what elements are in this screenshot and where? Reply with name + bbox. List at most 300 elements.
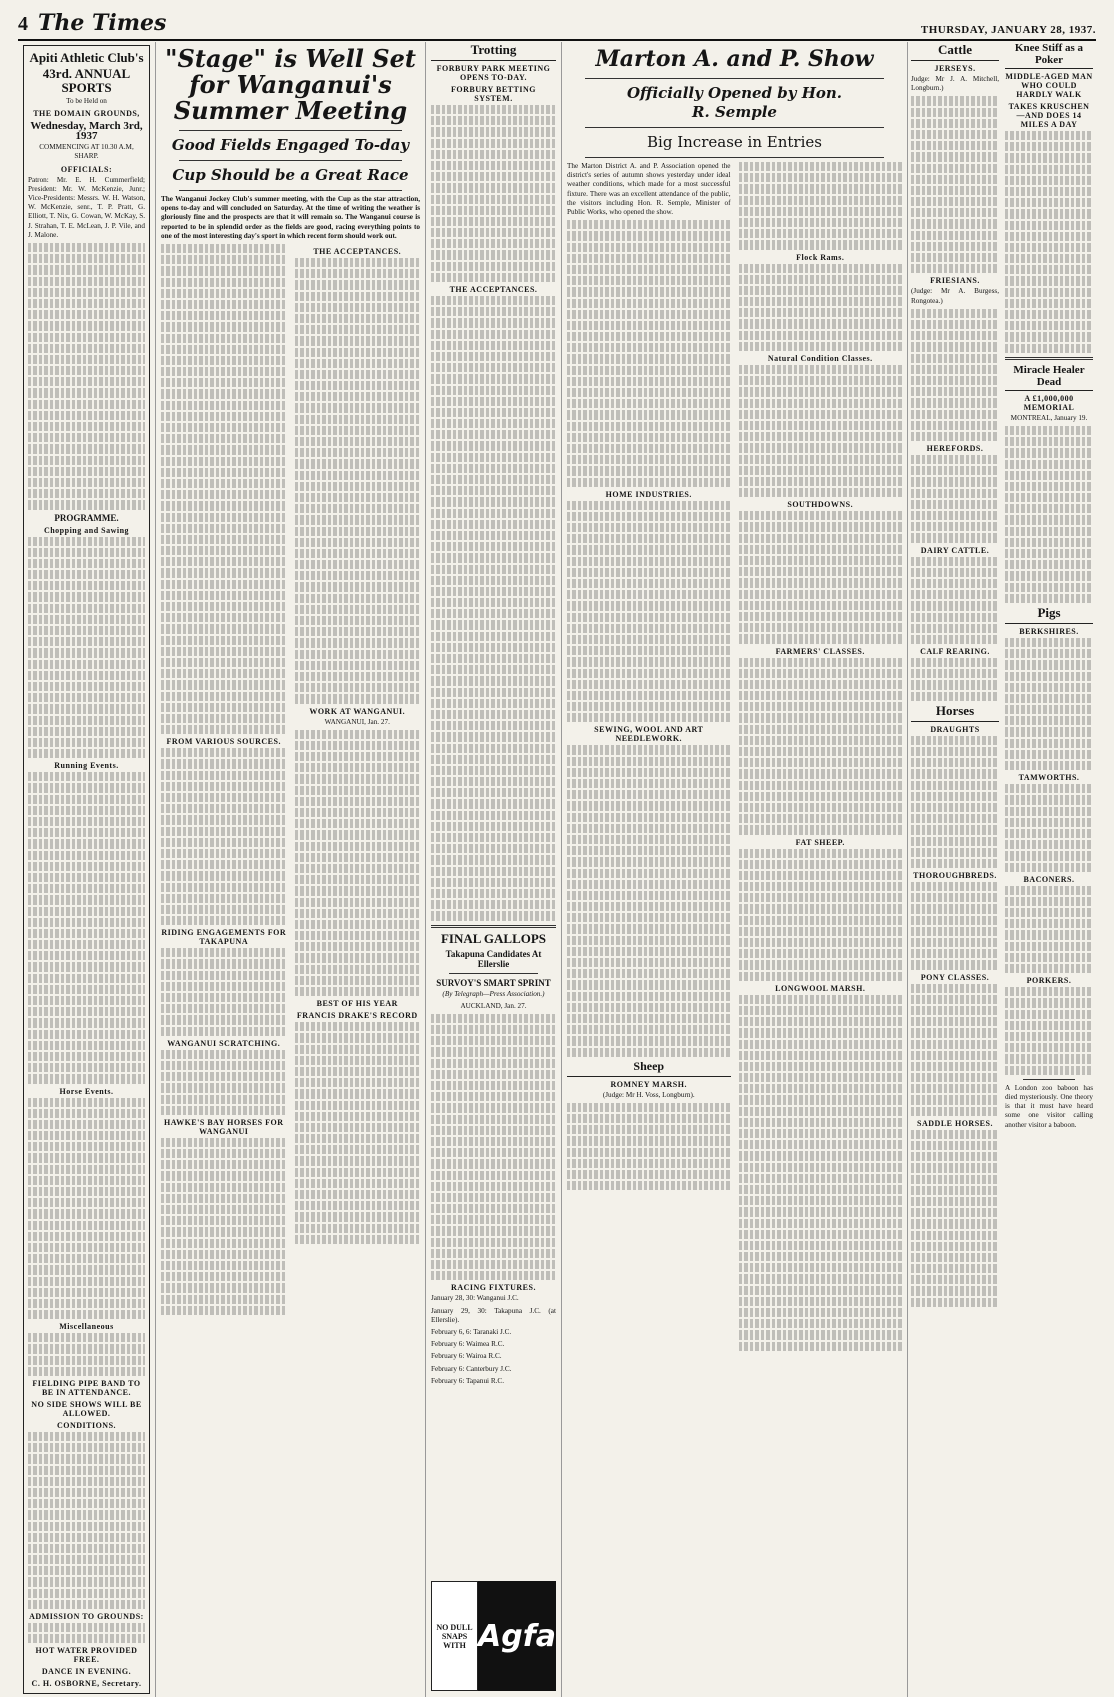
text-line <box>739 1342 903 1351</box>
text-line <box>567 624 731 633</box>
agfa-logo: Agfa <box>478 1581 556 1691</box>
text-line <box>28 570 145 579</box>
text-line <box>739 387 903 396</box>
text-line <box>911 893 999 902</box>
text-line <box>295 1224 421 1233</box>
text-line <box>567 1148 731 1157</box>
jerseys-heading: JERSEYS. <box>934 64 976 73</box>
text-line <box>1005 919 1093 928</box>
text-line <box>911 466 999 475</box>
knee-stiff-subheading-1: MIDDLE-AGED MAN WHO COULD HARDLY WALK <box>1005 72 1093 99</box>
text-line <box>28 277 145 286</box>
text-line <box>28 1577 145 1586</box>
text-line <box>295 1145 421 1154</box>
text-line <box>431 397 556 406</box>
fielding-notice: FIELDING PIPE BAND TO BE IN ATTENDANCE. <box>32 1379 141 1398</box>
text-line <box>161 782 287 791</box>
text-line <box>739 1084 903 1093</box>
text-line <box>1005 964 1093 973</box>
text-line <box>1005 165 1093 174</box>
text-line <box>161 334 287 343</box>
text-line <box>1005 987 1093 996</box>
text-line <box>567 779 731 788</box>
text-line <box>911 995 999 1004</box>
text-line <box>431 486 556 495</box>
text-line <box>28 592 145 601</box>
text-line <box>28 738 145 747</box>
text-line <box>911 984 999 993</box>
text-line <box>739 927 903 936</box>
text-line <box>739 1140 903 1149</box>
text-line <box>739 578 903 587</box>
text-line <box>161 827 287 836</box>
running-events-heading: Running Events. <box>54 761 119 771</box>
text-line <box>295 808 421 817</box>
text-line <box>739 825 903 834</box>
text-line <box>28 1623 145 1632</box>
text-line <box>911 601 999 610</box>
text-line <box>295 527 421 536</box>
text-line <box>1005 829 1093 838</box>
text-line <box>161 1306 287 1315</box>
text-line <box>431 766 556 775</box>
text-line <box>161 255 287 264</box>
text-line <box>739 893 903 902</box>
divider <box>449 973 538 974</box>
text-line <box>567 745 731 754</box>
text-line <box>1005 344 1093 353</box>
text-line <box>161 1027 287 1036</box>
text-line <box>161 1216 287 1225</box>
marton-subheadline-1: Officially Opened by Hon. <box>626 84 843 102</box>
text-line <box>911 624 999 633</box>
text-line <box>739 1118 903 1127</box>
text-line <box>28 693 145 702</box>
text-line <box>1005 198 1093 207</box>
text-line <box>161 278 287 287</box>
text-line <box>431 105 556 114</box>
text-line <box>567 924 731 933</box>
text-line <box>1005 807 1093 816</box>
text-line <box>28 806 145 815</box>
text-line <box>567 410 731 419</box>
text-line <box>1005 863 1093 872</box>
text-line <box>567 635 731 644</box>
text-line <box>911 421 999 430</box>
text-line <box>739 1319 903 1328</box>
text-line <box>431 1047 556 1056</box>
text-line <box>295 437 421 446</box>
wanganui-body-left <box>161 244 287 1317</box>
text-line <box>28 1510 145 1519</box>
text-line <box>567 231 731 240</box>
text-line <box>28 749 145 758</box>
text-line <box>295 1190 421 1199</box>
text-line <box>28 727 145 736</box>
text-line <box>911 904 999 913</box>
text-line <box>911 1040 999 1049</box>
text-line <box>161 513 287 522</box>
text-line <box>739 534 903 543</box>
text-line <box>1005 265 1093 274</box>
text-line <box>28 1120 145 1129</box>
text-line <box>161 356 287 365</box>
text-line <box>431 587 556 596</box>
text-line <box>911 1028 999 1037</box>
text-line <box>1005 672 1093 681</box>
text-line <box>1005 187 1093 196</box>
text-line <box>431 1215 556 1224</box>
knee-stiff-subheading-2: TAKES KRUSCHEN—AND DOES 14 MILES A DAY <box>1008 102 1090 129</box>
text-line <box>431 1193 556 1202</box>
text-line <box>161 1239 287 1248</box>
fixture-5: February 6: Wairoa R.C. <box>431 1352 502 1361</box>
text-line <box>567 590 731 599</box>
text-line <box>739 702 903 711</box>
pigs-section-heading: Pigs <box>1005 605 1093 624</box>
text-line <box>911 108 999 117</box>
text-line <box>739 792 903 801</box>
text-line <box>161 378 287 387</box>
text-line <box>739 713 903 722</box>
text-line <box>1005 221 1093 230</box>
work-dateline: WANGANUI, Jan. 27. <box>324 717 390 726</box>
text-line <box>28 1288 145 1297</box>
text-line <box>911 736 999 745</box>
divider <box>585 127 884 128</box>
text-line <box>161 311 287 320</box>
text-line <box>295 571 421 580</box>
text-line <box>28 604 145 613</box>
text-line <box>739 1241 903 1250</box>
text-line <box>431 1036 556 1045</box>
text-line <box>295 415 421 424</box>
text-line <box>911 1186 999 1195</box>
text-line <box>567 1003 731 1012</box>
text-line <box>28 1018 145 1027</box>
text-line <box>161 479 287 488</box>
wanganui-body-right <box>295 244 421 1317</box>
text-line <box>28 626 145 635</box>
text-line <box>295 560 421 569</box>
text-line <box>567 992 731 1001</box>
text-line <box>567 1036 731 1045</box>
text-line <box>739 331 903 340</box>
text-line <box>161 1194 287 1203</box>
text-line <box>28 333 145 342</box>
text-line <box>1005 897 1093 906</box>
text-line <box>28 400 145 409</box>
text-line <box>739 725 903 734</box>
text-line <box>161 367 287 376</box>
text-line <box>295 1033 421 1042</box>
text-line <box>431 1070 556 1079</box>
text-line <box>295 1168 421 1177</box>
text-line <box>567 332 731 341</box>
text-line <box>567 691 731 700</box>
text-line <box>431 665 556 674</box>
subheadline-2: Cup Should be a Great Race <box>172 166 409 184</box>
text-line <box>911 219 999 228</box>
text-line <box>567 880 731 889</box>
home-industries-heading: HOME INDUSTRIES. <box>605 489 692 499</box>
text-line <box>295 694 421 703</box>
text-line <box>567 388 731 397</box>
text-line <box>295 830 421 839</box>
text-line <box>431 195 556 204</box>
text-line <box>295 504 421 513</box>
text-line <box>911 882 999 891</box>
text-line <box>28 895 145 904</box>
text-line <box>1005 153 1093 162</box>
text-line <box>295 965 421 974</box>
text-line <box>295 730 421 739</box>
text-line <box>161 838 287 847</box>
text-line <box>567 958 731 967</box>
text-line <box>911 511 999 520</box>
text-line <box>431 250 556 259</box>
text-line <box>739 1263 903 1272</box>
survoy-dateline: AUCKLAND, Jan. 27. <box>460 1001 527 1010</box>
text-line <box>28 1488 145 1497</box>
flock-rams-heading: Flock Rams. <box>796 252 845 262</box>
text-line <box>295 774 421 783</box>
text-line <box>28 918 145 927</box>
text-line <box>295 471 421 480</box>
text-line <box>911 309 999 318</box>
text-line <box>28 1367 145 1376</box>
farmers-classes-heading: FARMERS' CLASSES. <box>775 646 865 656</box>
text-line <box>295 1179 421 1188</box>
text-line <box>295 448 421 457</box>
text-line <box>161 345 287 354</box>
text-line <box>28 1333 145 1342</box>
text-line <box>911 1264 999 1273</box>
text-line <box>295 920 421 929</box>
column-marton-show <box>562 42 908 1697</box>
text-line <box>161 714 287 723</box>
text-line <box>161 535 287 544</box>
text-line <box>431 620 556 629</box>
text-line <box>28 1142 145 1151</box>
text-line <box>28 559 145 568</box>
text-line <box>567 444 731 453</box>
text-line <box>28 1232 145 1241</box>
survoy-heading: SURVOY'S SMART SPRINT <box>436 977 551 988</box>
headline-line-1: "Stage" is Well Set <box>165 44 416 73</box>
marton-body <box>567 162 902 1353</box>
masthead-date: THURSDAY, JANUARY 28, 1937. <box>920 24 1096 36</box>
text-line <box>431 1226 556 1235</box>
berkshires-heading: BERKSHIRES. <box>1019 626 1079 636</box>
tamworths-heading: TAMWORTHS. <box>1018 773 1080 783</box>
text-line <box>1005 660 1093 669</box>
text-line <box>431 833 556 842</box>
text-line <box>28 1074 145 1083</box>
text-line <box>431 744 556 753</box>
text-line <box>567 913 731 922</box>
fixture-7: February 6: Tapanui R.C. <box>431 1376 505 1385</box>
survoy-byline: (By Telegraph—Press Association.) <box>442 989 545 998</box>
work-heading: WORK AT WANGANUI. <box>309 706 406 716</box>
text-line <box>739 960 903 969</box>
text-line <box>28 1522 145 1531</box>
text-line <box>567 857 731 866</box>
text-line <box>567 455 731 464</box>
text-line <box>161 524 287 533</box>
newspaper-title: The Times <box>38 10 167 36</box>
text-line <box>567 399 731 408</box>
text-line <box>1005 176 1093 185</box>
divider <box>431 925 556 928</box>
text-line <box>28 1634 145 1643</box>
text-line <box>295 1078 421 1087</box>
text-line <box>28 1254 145 1263</box>
text-line <box>28 288 145 297</box>
text-line <box>911 613 999 622</box>
text-line <box>567 835 731 844</box>
sheep-section-heading: Sheep <box>567 1059 731 1077</box>
text-line <box>295 269 421 278</box>
text-line <box>911 960 999 969</box>
text-line <box>295 292 421 301</box>
text-line <box>739 342 903 351</box>
text-line <box>28 456 145 465</box>
text-line <box>1005 493 1093 502</box>
jerseys-judge: Judge: Mr J. A. Mitchell, Longburn.) <box>911 75 999 93</box>
text-line <box>1005 460 1093 469</box>
programme-subheading: Chopping and Sawing <box>43 525 130 535</box>
text-line <box>161 1295 287 1304</box>
text-line <box>739 184 903 193</box>
text-line <box>161 647 287 656</box>
text-line <box>739 1107 903 1116</box>
southdowns-heading: SOUTHDOWNS. <box>787 500 854 510</box>
text-line <box>161 1015 287 1024</box>
text-line <box>911 455 999 464</box>
text-line <box>28 817 145 826</box>
text-line <box>1005 482 1093 491</box>
text-line <box>911 410 999 419</box>
text-line <box>911 119 999 128</box>
text-line <box>911 186 999 195</box>
text-line <box>295 942 421 951</box>
text-line <box>911 242 999 251</box>
text-line <box>28 467 145 476</box>
text-line <box>911 398 999 407</box>
text-line <box>28 1052 145 1061</box>
column-cattle-horses <box>908 42 1096 1697</box>
text-line <box>28 907 145 916</box>
text-line <box>739 545 903 554</box>
text-line <box>28 1153 145 1162</box>
text-line <box>295 515 421 524</box>
text-line <box>911 231 999 240</box>
text-line <box>567 768 731 777</box>
text-line <box>161 445 287 454</box>
text-line <box>431 1059 556 1068</box>
text-line <box>911 342 999 351</box>
text-line <box>28 862 145 871</box>
text-line <box>295 842 421 851</box>
text-line <box>431 777 556 786</box>
text-line <box>431 127 556 136</box>
text-line <box>28 265 145 274</box>
text-line <box>431 374 556 383</box>
miracle-healer-heading: Miracle Healer Dead <box>1005 364 1093 391</box>
text-line <box>739 871 903 880</box>
text-line <box>431 1171 556 1180</box>
text-line <box>161 658 287 667</box>
text-line <box>161 546 287 555</box>
text-line <box>431 531 556 540</box>
text-line <box>1005 649 1093 658</box>
text-line <box>911 522 999 531</box>
baboon-paragraph: A London zoo baboon has died mysteriously. One theory is that it must have heard some one visitor calling another visitor a baboon. <box>1005 1083 1093 1129</box>
fat-sheep-heading: FAT SHEEP. <box>795 837 845 847</box>
text-line <box>161 894 287 903</box>
text-line <box>431 1238 556 1247</box>
riding-engagements-heading: RIDING ENGAGEMENTS FOR TAKAPUNA <box>161 928 287 947</box>
miracle-healer-subheading: A £1,000,000 MEMORIAL <box>1023 393 1075 412</box>
no-sideshows-notice: NO SIDE SHOWS WILL BE ALLOWED. <box>31 1400 142 1419</box>
text-line <box>431 161 556 170</box>
text-line <box>431 1159 556 1168</box>
text-line <box>28 1310 145 1319</box>
text-line <box>431 150 556 159</box>
text-line <box>28 344 145 353</box>
text-line <box>28 355 145 364</box>
text-line <box>295 853 421 862</box>
text-line <box>911 208 999 217</box>
dairy-cattle-heading: DAIRY CATTLE. <box>920 545 990 555</box>
text-line <box>295 953 421 962</box>
baconers-heading: BACONERS. <box>1023 874 1075 884</box>
text-line <box>28 1063 145 1072</box>
text-line <box>567 1025 731 1034</box>
text-line <box>28 1209 145 1218</box>
text-line <box>1005 1010 1093 1019</box>
text-line <box>739 319 903 328</box>
text-line <box>911 747 999 756</box>
text-line <box>28 1589 145 1598</box>
text-line <box>739 781 903 790</box>
text-line <box>431 1182 556 1191</box>
text-line <box>739 634 903 643</box>
romney-judge: (Judge: Mr H. Voss, Longburn). <box>602 1090 695 1099</box>
text-line <box>567 557 731 566</box>
text-line <box>911 1062 999 1071</box>
text-line <box>567 1048 731 1057</box>
text-line <box>28 795 145 804</box>
text-line <box>739 1308 903 1317</box>
text-line <box>28 1243 145 1252</box>
text-line <box>161 624 287 633</box>
text-line <box>739 601 903 610</box>
text-line <box>739 1252 903 1261</box>
text-line <box>161 1227 287 1236</box>
secretary-signature: C. H. OSBORNE, Secretary. <box>31 1679 142 1689</box>
text-line <box>28 1466 145 1475</box>
divider <box>1005 357 1093 360</box>
text-line <box>431 755 556 764</box>
text-line <box>911 1197 999 1206</box>
text-line <box>911 848 999 857</box>
text-line <box>567 601 731 610</box>
text-line <box>1005 321 1093 330</box>
masthead-left <box>18 10 166 36</box>
text-line <box>739 1230 903 1239</box>
